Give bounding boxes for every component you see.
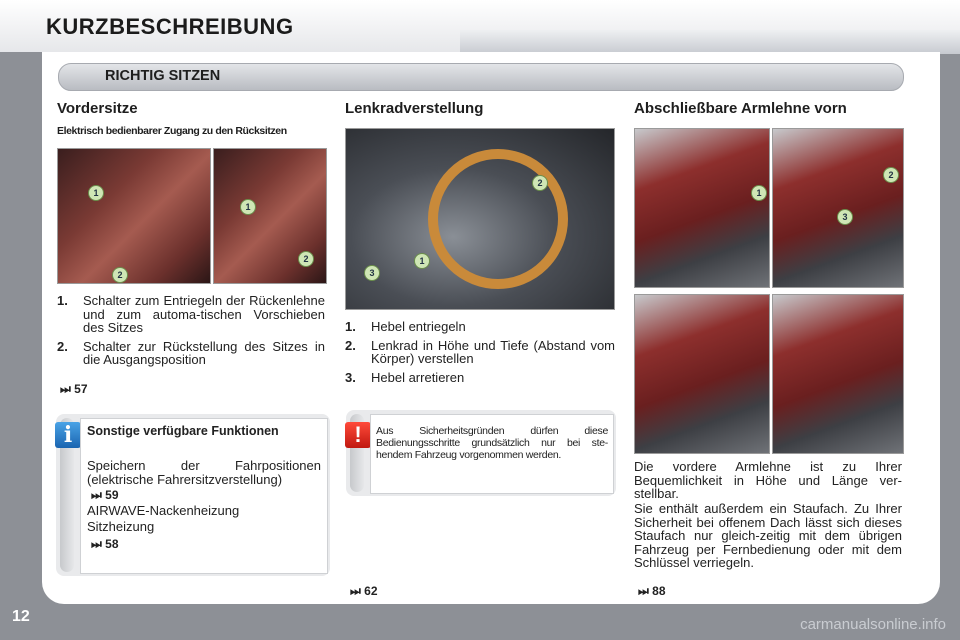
- page-ref-icon: ⏭: [91, 537, 102, 551]
- callout-3: 3: [364, 265, 380, 281]
- info-title: Sonstige verfügbare Funktionen: [87, 424, 279, 438]
- page-ref-62[interactable]: ⏭ 62: [350, 584, 378, 598]
- list-item: 2. Lenkrad in Höhe und Tiefe (Abstand vom Körper) verstellen: [345, 337, 615, 366]
- page-ref-59[interactable]: ⏭ 59: [91, 488, 119, 502]
- page-ref-icon: ⏭: [350, 584, 361, 598]
- info-icon: i: [55, 422, 81, 448]
- info-line-memory: Speichern der Fahrpositionen (elektrische Fahrersitzverstellung): [87, 458, 321, 487]
- armrest-photo-1: [634, 128, 770, 288]
- armrest-photo-3: [634, 294, 770, 454]
- page-ref-icon: ⏭: [638, 584, 649, 598]
- header-accent: [460, 30, 960, 54]
- list-item: 1. Schalter zum Entriegeln der Rückenlehne und zum automa-tischen Vorschieben des Sitzes: [57, 293, 325, 335]
- callout-2: 2: [883, 167, 899, 183]
- info-line-airwave: AIRWAVE-Nackenheizung: [87, 503, 240, 518]
- section-banner: [58, 63, 904, 91]
- warning-box-content: [370, 414, 614, 494]
- page-ref-icon: ⏭: [91, 488, 102, 502]
- page-ref-88[interactable]: ⏭ 88: [638, 584, 666, 598]
- callout-1: 1: [751, 185, 767, 201]
- warning-icon: !: [345, 422, 371, 448]
- seat-photo-right: [213, 148, 327, 284]
- callout-3: 3: [837, 209, 853, 225]
- callout-2: 2: [112, 267, 128, 283]
- list-item: 3. Hebel arretieren: [345, 369, 465, 385]
- heading-lenkrad: Lenkradverstellung: [345, 100, 484, 117]
- warning-text: Aus Sicherheitsgründen dürfen diese Bedienungsschritte grundsätzlich nur bei ste-hendem Fahrzeug vorgenommen werden.: [376, 425, 608, 461]
- page-ref-58[interactable]: ⏭ 58: [91, 537, 119, 551]
- page-title: KURZBESCHREIBUNG: [46, 14, 294, 39]
- list-item: 2. Schalter zur Rückstellung des Sitzes in die Ausgangsposition: [57, 338, 325, 367]
- heading-armlehne: Abschließbare Armlehne vorn: [634, 100, 847, 117]
- section-title: RICHTIG SITZEN: [105, 68, 221, 84]
- armrest-photo-4: [772, 294, 904, 454]
- watermark: carmanualsonline.info: [800, 616, 946, 633]
- steering-photo: [345, 128, 615, 310]
- seat-photo-left: [57, 148, 211, 284]
- callout-2: 2: [298, 251, 314, 267]
- callout-1: 1: [240, 199, 256, 215]
- callout-1: 1: [414, 253, 430, 269]
- list-item: 1. Hebel entriegeln: [345, 319, 466, 334]
- steering-wheel: [428, 149, 568, 289]
- armrest-para-1: Die vordere Armlehne ist zu Ihrer Bequemlichkeit in Höhe und Länge ver-stellbar.: [634, 459, 902, 501]
- subheading-rear-access: Elektrisch bedienbarer Zugang zu den Rücksitzen: [57, 125, 287, 137]
- info-box-content: [80, 418, 328, 574]
- info-line-seat-heating: Sitzheizung: [87, 519, 155, 534]
- seat-list: [57, 294, 325, 372]
- callout-2: 2: [532, 175, 548, 191]
- armrest-para-2: Sie enthält außerdem ein Staufach. Zu Ihrer Sicherheit bei offenem Dach lässt sich dieses Staufach nur gleich-zeitig mit dem übrigen Fahrzeug per Fernbedienung oder mit dem Schlüssel verriegeln.: [634, 501, 902, 570]
- heading-vordersitze: Vordersitze: [57, 100, 138, 117]
- page-ref-57[interactable]: ⏭ 57: [60, 382, 88, 396]
- callout-1: 1: [88, 185, 104, 201]
- page-ref-icon: ⏭: [60, 382, 71, 396]
- page-number: 12: [12, 608, 30, 625]
- steering-list: [345, 320, 615, 389]
- armrest-photo-2: [772, 128, 904, 288]
